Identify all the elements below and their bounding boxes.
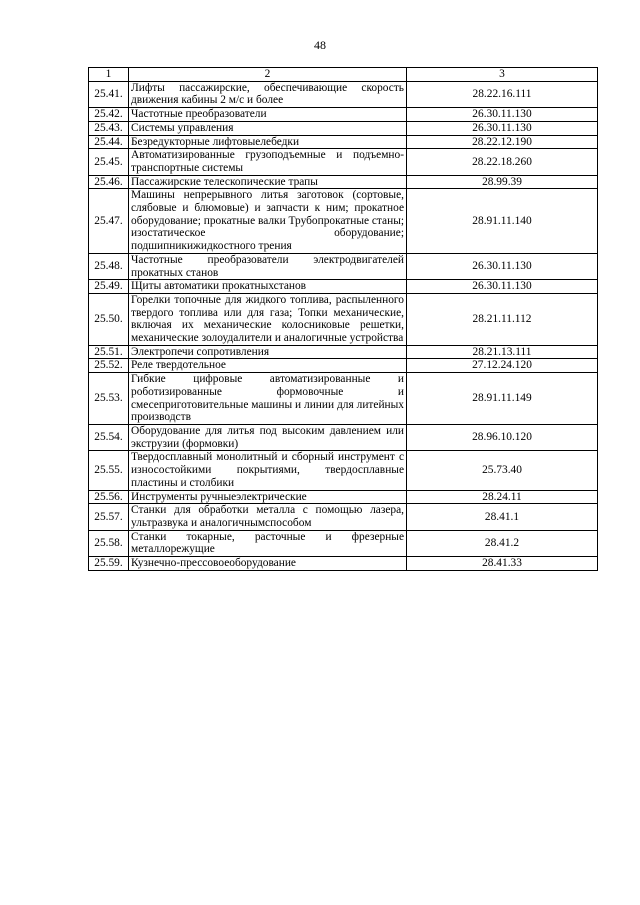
row-description: Твердосплавный монолитный и сборный инструмент с износостойкими покрытиями, твердосплавные пластины и столбики <box>129 451 407 490</box>
row-number: 25.56. <box>89 490 129 504</box>
table-header-row <box>89 68 598 82</box>
row-code: 25.73.40 <box>407 451 598 490</box>
table-row <box>89 424 598 450</box>
row-number: 25.52. <box>89 359 129 373</box>
row-description: Кузнечно-прессовоеоборудование <box>129 557 407 571</box>
row-description: Электропечи сопротивления <box>129 345 407 359</box>
row-description: Безредукторные лифтовыелебедки <box>129 135 407 149</box>
row-description: Станки для обработки металла с помощью лазера, ультразвука и аналогичнымспособом <box>129 504 407 530</box>
row-number: 25.58. <box>89 530 129 556</box>
table-row <box>89 108 598 122</box>
row-code: 27.12.24.120 <box>407 359 598 373</box>
row-number: 25.43. <box>89 121 129 135</box>
row-number: 25.51. <box>89 345 129 359</box>
row-description: Оборудование для литья под высоким давлением или экструзии (формовки) <box>129 424 407 450</box>
row-description: Лифты пассажирские, обеспечивающие скорость движения кабины 2 м/с и более <box>129 81 407 107</box>
row-number: 25.42. <box>89 108 129 122</box>
row-description: Горелки топочные для жидкого топлива, распыленного твердого топлива или для газа; Топки механические, включая их механические колосниковые решетки, механические золоудалители и аналогичные устройства <box>129 293 407 345</box>
row-code: 26.30.11.130 <box>407 253 598 279</box>
row-number: 25.54. <box>89 424 129 450</box>
table-row <box>89 451 598 490</box>
row-description: Реле твердотельное <box>129 359 407 373</box>
table-row <box>89 121 598 135</box>
row-code: 28.22.18.260 <box>407 149 598 175</box>
column-header-code: 3 <box>407 68 598 82</box>
table-row <box>89 253 598 279</box>
table-row <box>89 359 598 373</box>
table-body <box>89 68 598 571</box>
table-row <box>89 345 598 359</box>
row-code: 26.30.11.130 <box>407 280 598 294</box>
row-description: Щиты автоматики прокатныхстанов <box>129 280 407 294</box>
row-code: 28.22.16.111 <box>407 81 598 107</box>
table-row <box>89 81 598 107</box>
column-header-name: 2 <box>129 68 407 82</box>
row-code: 28.91.11.140 <box>407 189 598 254</box>
row-number: 25.55. <box>89 451 129 490</box>
row-number: 25.50. <box>89 293 129 345</box>
row-number: 25.48. <box>89 253 129 279</box>
row-code: 28.91.11.149 <box>407 373 598 425</box>
row-description: Машины непрерывного литья заготовок (сортовые, слябовые и блюмовые) и запчасти к ним; прокатное оборудование; прокатные валки Трубопрокатные станы; изостатическое оборудование; подшипникижидкостного трения <box>129 189 407 254</box>
row-code: 28.96.10.120 <box>407 424 598 450</box>
row-number: 25.41. <box>89 81 129 107</box>
row-code: 28.24.11 <box>407 490 598 504</box>
page-number: 48 <box>314 38 326 52</box>
row-number: 25.47. <box>89 189 129 254</box>
row-description: Частотные преобразователи электродвигателей прокатных станов <box>129 253 407 279</box>
row-code: 28.21.11.112 <box>407 293 598 345</box>
table-row <box>89 175 598 189</box>
table-row <box>89 149 598 175</box>
row-description: Станки токарные, расточные и фрезерные металлорежущие <box>129 530 407 556</box>
table-row <box>89 373 598 425</box>
table-row <box>89 504 598 530</box>
row-code: 26.30.11.130 <box>407 121 598 135</box>
row-description: Пассажирские телескопические трапы <box>129 175 407 189</box>
column-header-number: 1 <box>89 68 129 82</box>
row-code: 28.41.2 <box>407 530 598 556</box>
row-code: 28.41.1 <box>407 504 598 530</box>
table-row <box>89 530 598 556</box>
row-number: 25.53. <box>89 373 129 425</box>
table-row <box>89 189 598 254</box>
equipment-table <box>88 67 598 571</box>
row-number: 25.46. <box>89 175 129 189</box>
row-number: 25.59. <box>89 557 129 571</box>
row-code: 28.21.13.111 <box>407 345 598 359</box>
table-row <box>89 490 598 504</box>
table-row <box>89 293 598 345</box>
table-row <box>89 135 598 149</box>
row-description: Системы управления <box>129 121 407 135</box>
row-number: 25.45. <box>89 149 129 175</box>
row-code: 28.41.33 <box>407 557 598 571</box>
row-description: Гибкие цифровые автоматизированные и роботизированные формовочные и смесеприготовительные машины и линии для литейных производств <box>129 373 407 425</box>
row-code: 26.30.11.130 <box>407 108 598 122</box>
row-code: 28.99.39 <box>407 175 598 189</box>
row-code: 28.22.12.190 <box>407 135 598 149</box>
row-number: 25.44. <box>89 135 129 149</box>
row-number: 25.57. <box>89 504 129 530</box>
row-number: 25.49. <box>89 280 129 294</box>
row-description: Инструменты ручныеэлектрические <box>129 490 407 504</box>
table-row <box>89 280 598 294</box>
table-row <box>89 557 598 571</box>
row-description: Частотные преобразователи <box>129 108 407 122</box>
row-description: Автоматизированные грузоподъемные и подъемно-транспортные системы <box>129 149 407 175</box>
